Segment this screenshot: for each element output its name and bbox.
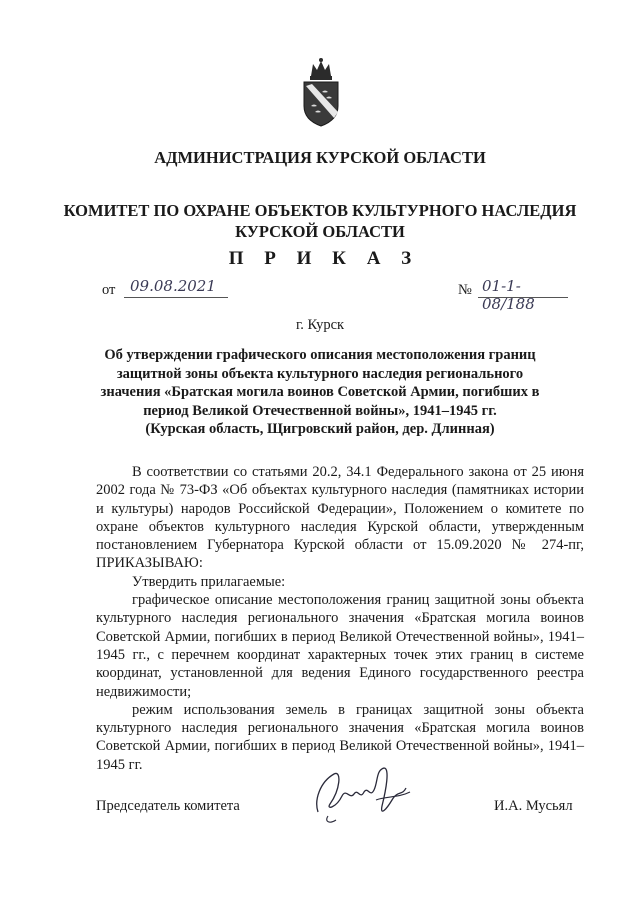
order-title: П Р И К А З [228, 248, 420, 269]
order-subject [96, 346, 544, 439]
committee-heading [60, 200, 580, 242]
body-paragraph-legal-basis: В соответствии со статьями 20.2, 34.1 Федерального закона от 25 июня 2002 года № 73-ФЗ «Об объектах культурного наследия (памятниках истории и культуры) народов Российской Федерации», Положением о комитете по охране объектов культурного наследия Курской области, утвержденным постановлением Губернатора Курской области от 15.09.2020 № 274-пг, ПРИКАЗЫВАЮ: [96, 464, 584, 572]
city-label: г. Курск [295, 317, 345, 333]
body-paragraph-graphic-description: графическое описание местоположения границ защитной зоны объекта культурного наследия регионального значения «Братская могила воинов Советской Армии, погибших в период Великой Отечественной войны», 1941–1945 гг., с перечнем координат характерных точек этих границ в системе координат, установленной для ведения Единого государственного реестра недвижимости; [96, 592, 584, 700]
body-paragraph-approve: Утвердить прилагаемые: [132, 573, 286, 590]
subject-line: Об утверждении графического описания местоположения границ [104, 347, 536, 363]
order-body [96, 463, 584, 774]
committee-heading-line2: КУРСКОЙ ОБЛАСТИ [235, 222, 405, 241]
number-label: № [458, 282, 472, 298]
date-label: от [102, 282, 116, 298]
committee-heading-line1: КОМИТЕТ ПО ОХРАНЕ ОБЪЕКТОВ КУЛЬТУРНОГО НАСЛЕДИЯ [63, 201, 577, 220]
administration-heading: АДМИНИСТРАЦИЯ КУРСКОЙ ОБЛАСТИ [154, 148, 486, 167]
date-value: 09.08.2021 [124, 277, 228, 298]
number-value: 01-1-08/188 [478, 277, 568, 298]
signatory-name: И.А. Мусьял [494, 798, 573, 814]
subject-line: (Курская область, Щигровский район, дер. Длинная) [145, 421, 495, 437]
subject-line: защитной зоны объекта культурного наследия регионального [116, 365, 524, 382]
subject-line: значения «Братская могила воинов Советской Армии, погибших в [100, 384, 540, 400]
coat-of-arms-emblem [298, 56, 344, 128]
body-paragraph-land-use-regime: режим использования земель в границах защитной зоны объекта культурного наследия регионального значения «Братская могила воинов Советской Армии, погибших в период Великой Отечественной войны», 1941–1945 гг. [96, 701, 584, 773]
signatory-role: Председатель комитета [96, 798, 240, 814]
subject-line: период Великой Отечественной войны», 1941–1945 гг. [143, 402, 497, 419]
handwritten-signature [306, 760, 426, 830]
